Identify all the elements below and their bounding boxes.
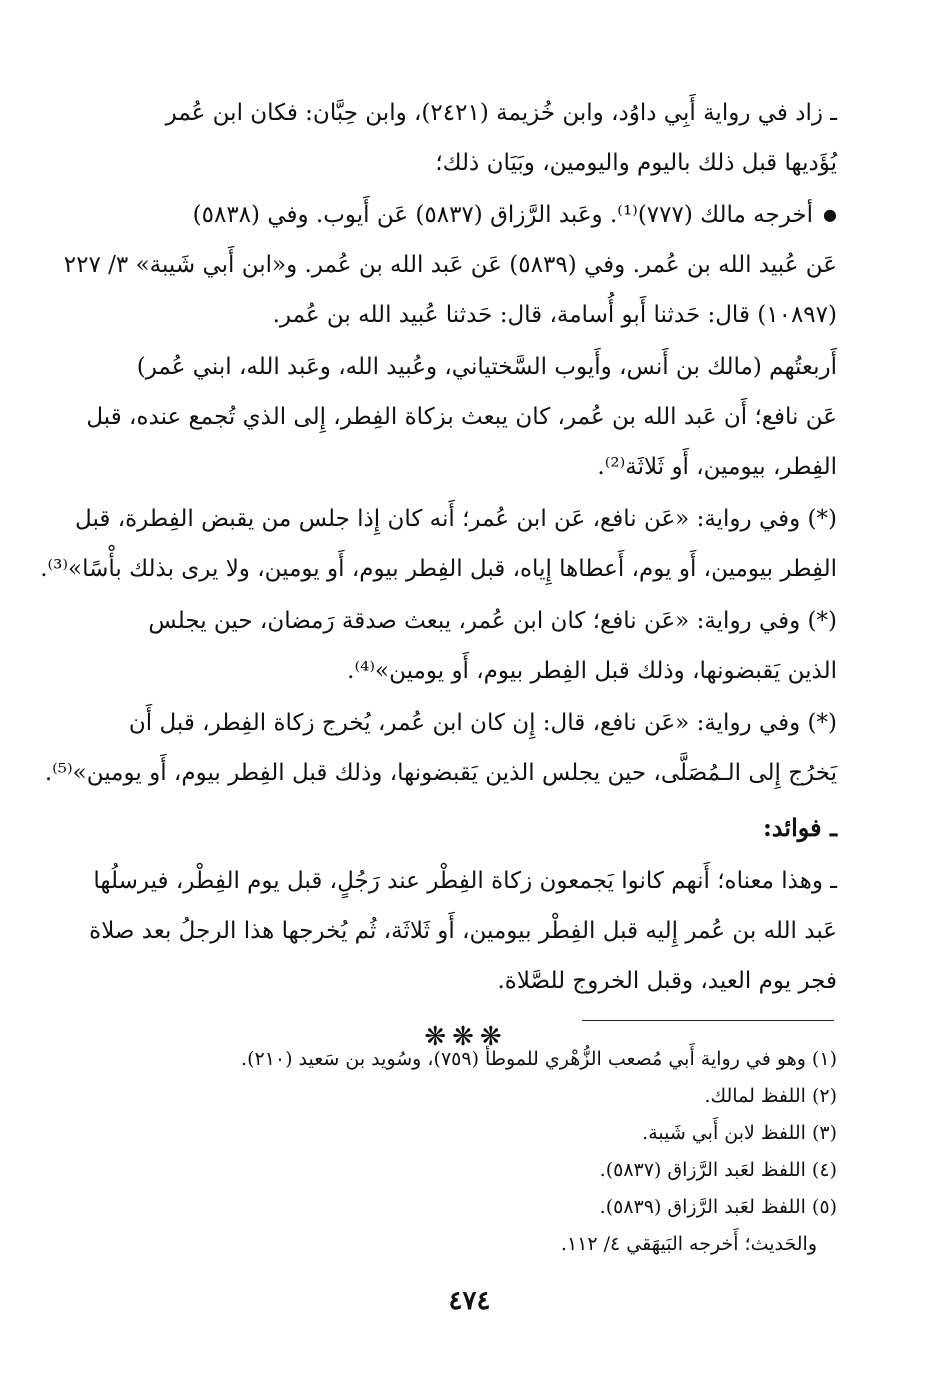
- paragraph-5: [95, 596, 837, 696]
- text-line: عَبد الله بن عُمر إِليه قبل الفِطْر بيومين، أَو ثَلاثَة، ثُم يُخرجها هذا الرجلُ بعد صلاة: [89, 918, 837, 944]
- text-line: عَن نافع؛ أَن عَبد الله بن عُمر، كان يبعث بزكاة الفِطر، إِلى الذي تُجمع عنده، قبل: [86, 404, 837, 430]
- text-line: (*) وفي رواية: «عَن نافع؛ كان ابن عُمر، يبعث صدقة رَمضان، حين يجلس: [148, 608, 837, 634]
- text-line: يَخرُج إِلى الـمُصَلَّى، حين يجلس الذين يَقبضونها، وذلك قبل الفِطر بيوم، أَو يومين»⁽⁵⁾.: [44, 760, 837, 786]
- footnotes: [137, 1041, 837, 1263]
- footnote-hadith-note: والحَديث؛ أَخرجه البَيهَقي ٤/ ١١٢.: [560, 1233, 817, 1255]
- footnote-2: (٢) اللفظ لمالك.: [704, 1085, 837, 1107]
- paragraph-takhrij: [63, 190, 837, 340]
- footnote-5: (٥) اللفظ لعَبد الرَّزاق (٥٨٣٩).: [599, 1196, 837, 1218]
- footnote-3: (٣) اللفظ لابن أَبي شَيبة.: [642, 1122, 837, 1144]
- paragraph-4: [40, 494, 837, 594]
- paragraph-3: [86, 342, 837, 492]
- footnote-1: (١) وهو في رواية أَبي مُصعب الزُّهْري للموطأ (٧٥٩)، وسُويد بن سَعيد (٢١٠).: [241, 1048, 837, 1070]
- footnote-divider: [582, 1020, 834, 1021]
- text-line: عَن عُبيد الله بن عُمر. وفي (٥٨٣٩) عَن عَبد الله بن عُمر. و«ابن أَبي شَيبة» ٣/ ٢٢٧: [63, 252, 837, 278]
- paragraph-6: [44, 698, 837, 798]
- text-line: (*) وفي رواية: «عَن نافع، عَن ابن عُمر؛ أَنه كان إِذا جلس من يقبض الفِطرة، قبل: [75, 506, 837, 532]
- text-line: فجر يوم العيد، وقبل الخروج للصَّلاة.: [497, 968, 837, 994]
- text-line: الفِطر، بيومين، أَو ثَلاثَة⁽²⁾.: [597, 454, 837, 480]
- footnote-4: (٤) اللفظ لعَبد الرَّزاق (٥٨٣٧).: [599, 1159, 837, 1181]
- paragraph-1: [95, 88, 837, 188]
- main-text: [40, 88, 837, 1062]
- text-line: (١٠٨٩٧) قال: حَدثنا أَبو أُسامة، قال: حَدثنا عُبيد الله بن عُمر.: [272, 302, 837, 328]
- section-heading: ـ فوائد:: [762, 813, 837, 842]
- section-separator: ❋❋❋: [424, 1022, 508, 1052]
- bullet-line: ● أخرجه مالك (٧٧٧)⁽¹⁾. وعَبد الرَّزاق (٥٨٣٧) عَن أَيوب. وفي (٥٨٣٨): [95, 190, 837, 240]
- page-number: ٤٧٤: [448, 1286, 491, 1316]
- text-line: الفِطر بيومين، أَو يوم، أَعطاها إِياه، قبل الفِطر بيوم، أَو يومين، ولا يرى بذلك بأْسًا»⁽³⁾.: [40, 556, 837, 582]
- text-line: الذين يَقبضونها، وذلك قبل الفِطر بيوم، أَو يومين»⁽⁴⁾.: [347, 658, 837, 684]
- text-line: ـ زاد في رواية أَبِي داوُد، وابن خُزيمة (٢٤٢١)، وابن حِبَّان: فكان ابن عُمر: [165, 100, 837, 126]
- paragraph-7: [89, 856, 837, 1006]
- text-line: أَربعتُهم (مالك بن أَنس، وأَيوب السَّختياني، وعُبيد الله، وعَبد الله، ابني عُمر): [136, 354, 837, 380]
- text-line: يُؤَديها قبل ذلك باليوم واليومين، وبَيَان ذلك؛: [435, 150, 837, 176]
- text-line: ـ وهذا معناه؛ أَنهم كانوا يَجمعون زكاة الفِطْر عند رَجُلٍ، قبل يوم الفِطْر، فيرسلُها: [93, 868, 837, 894]
- text-line: (*) وفي رواية: «عَن نافع، قال: إِن كان ابن عُمر، يُخرج زكاة الفِطر، قبل أَن: [128, 710, 837, 736]
